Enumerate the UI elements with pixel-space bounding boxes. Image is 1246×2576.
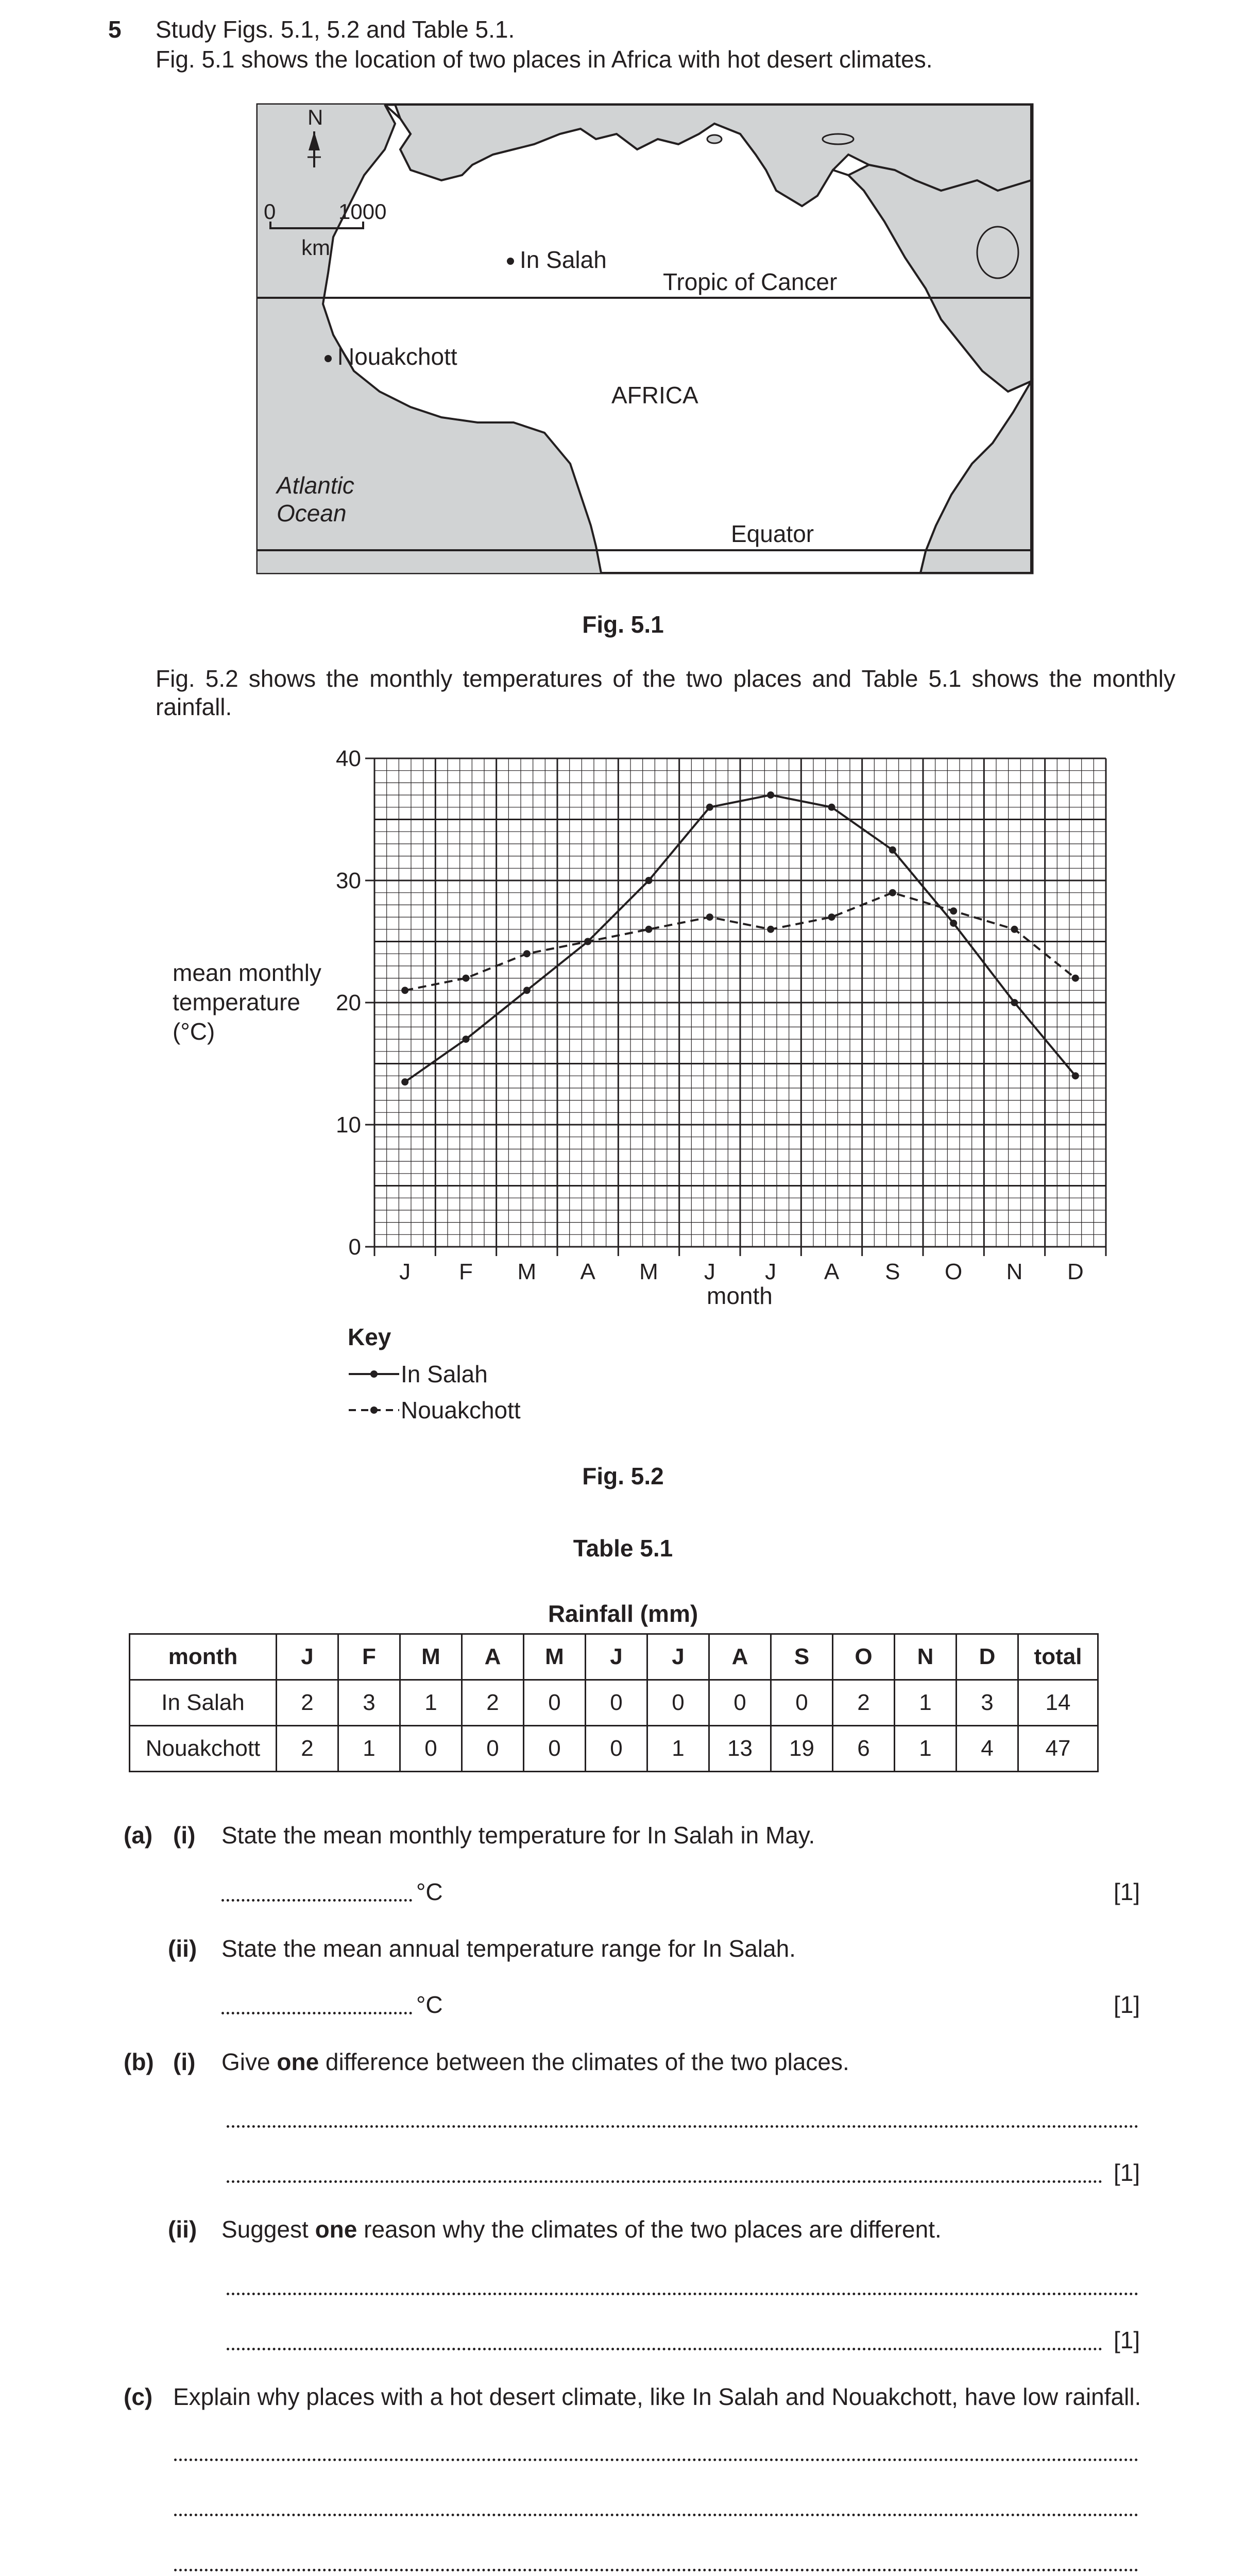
- answer-b-i-line-2[interactable]: [227, 2180, 1102, 2183]
- x-tick-label: A: [824, 1259, 840, 1284]
- part-b-i-label: (i): [173, 2048, 196, 2075]
- x-axis-label: month: [707, 1282, 773, 1309]
- y-axis-label-line-2: temperature: [173, 989, 301, 1015]
- mark-b-ii: [1]: [1114, 2327, 1140, 2353]
- key-symbols: [348, 1363, 404, 1425]
- y-axis-label-line-1: mean monthly: [173, 959, 321, 986]
- part-b-i-text: [221, 2048, 849, 2076]
- data-point-in-salah: [463, 1036, 470, 1043]
- b-i-bold: one: [277, 2048, 319, 2075]
- table-cell: 1: [895, 1726, 957, 1772]
- data-point-nouakchott: [767, 926, 774, 933]
- rainfall-table: [129, 1633, 1099, 1772]
- key-in-salah: In Salah: [401, 1361, 488, 1387]
- table-cell: 0: [709, 1680, 771, 1726]
- y-tick-label: 40: [336, 746, 361, 771]
- answer-b-ii-line-1[interactable]: [227, 2293, 1138, 2295]
- table-cell: In Salah: [130, 1680, 277, 1726]
- table-header-cell: J: [647, 1634, 709, 1680]
- table-cell: 1: [400, 1680, 462, 1726]
- fig1-caption: Fig. 5.1: [582, 611, 664, 638]
- data-point-in-salah: [828, 804, 835, 811]
- nouakchott-dot: [325, 355, 332, 362]
- table-cell: 14: [1018, 1680, 1098, 1726]
- table-cell: 3: [957, 1680, 1018, 1726]
- data-point-in-salah: [1011, 999, 1018, 1006]
- table-header-cell: J: [586, 1634, 647, 1680]
- table-row: [130, 1680, 1098, 1726]
- table-cell: 1: [647, 1726, 709, 1772]
- table-cell: 6: [833, 1726, 895, 1772]
- answer-c-line-3[interactable]: [174, 2569, 1138, 2571]
- answer-b-ii-line-2[interactable]: [227, 2348, 1102, 2350]
- data-point-nouakchott: [889, 889, 896, 896]
- table-cell: 0: [524, 1680, 586, 1726]
- key-nouakchott: Nouakchott: [401, 1397, 521, 1423]
- scale-zero: 0: [264, 199, 276, 224]
- x-tick-label: D: [1067, 1259, 1084, 1284]
- x-tick-label: M: [517, 1259, 537, 1284]
- fig2-description: Fig. 5.2 shows the monthly temperatures of the two places and Table 5.1 shows the monthly rainfall.: [156, 665, 1175, 721]
- data-point-nouakchott: [401, 987, 408, 994]
- chart-ticks: [336, 746, 1106, 1284]
- x-tick-label: J: [704, 1259, 715, 1284]
- data-point-in-salah: [523, 987, 531, 994]
- y-tick-label: 0: [348, 1234, 361, 1260]
- table-cell: 2: [277, 1726, 338, 1772]
- b-ii-post: reason why the climates of the two places are different.: [357, 2216, 942, 2243]
- table-header-cell: S: [771, 1634, 833, 1680]
- mark-b-i: [1]: [1114, 2159, 1140, 2186]
- north-label: N: [308, 105, 323, 129]
- x-tick-label: O: [945, 1259, 963, 1284]
- answer-b-i-line-1[interactable]: [227, 2125, 1138, 2128]
- mark-a-ii: [1]: [1114, 1991, 1140, 2018]
- table-cell: 1: [338, 1726, 400, 1772]
- part-a-i-text: State the mean monthly temperature for In Salah in May.: [221, 1822, 815, 1849]
- x-tick-label: N: [1006, 1259, 1023, 1284]
- x-tick-label: J: [765, 1259, 777, 1284]
- in-salah-label: In Salah: [520, 246, 607, 273]
- table-cell: 4: [957, 1726, 1018, 1772]
- part-b-ii-label: (ii): [168, 2216, 197, 2243]
- part-a-label: (a): [124, 1822, 153, 1849]
- table-row: [130, 1726, 1098, 1772]
- table-cell: 0: [400, 1726, 462, 1772]
- y-tick-label: 30: [336, 868, 361, 893]
- data-point-nouakchott: [706, 913, 713, 921]
- part-a-ii-label: (ii): [168, 1935, 197, 1962]
- data-point-in-salah: [401, 1078, 408, 1086]
- africa-map: [256, 103, 1034, 574]
- mark-a-i: [1]: [1114, 1878, 1140, 1905]
- table-header-cell: N: [895, 1634, 957, 1680]
- table-cell: 2: [277, 1680, 338, 1726]
- table-cell: 2: [833, 1680, 895, 1726]
- data-point-nouakchott: [828, 913, 835, 921]
- data-point-in-salah: [1072, 1072, 1079, 1079]
- data-point-nouakchott: [1072, 975, 1079, 982]
- table-header-cell: A: [709, 1634, 771, 1680]
- data-point-in-salah: [645, 877, 653, 884]
- data-point-nouakchott: [1011, 926, 1018, 933]
- part-a-ii-text: State the mean annual temperature range for In Salah.: [221, 1935, 796, 1962]
- ocean-label-1: Atlantic: [277, 472, 354, 499]
- table-cell: 47: [1018, 1726, 1098, 1772]
- x-tick-label: S: [885, 1259, 900, 1284]
- question-number: 5: [108, 16, 122, 43]
- table-cell: 19: [771, 1726, 833, 1772]
- b-ii-pre: Suggest: [221, 2216, 315, 2243]
- data-point-nouakchott: [950, 907, 957, 914]
- tropic-label: Tropic of Cancer: [663, 268, 838, 295]
- answer-c-line-2[interactable]: [174, 2514, 1138, 2516]
- b-ii-bold: one: [315, 2216, 357, 2243]
- part-c-label: (c): [124, 2383, 153, 2410]
- data-point-in-salah: [950, 920, 957, 927]
- table-subtitle: Rainfall (mm): [548, 1600, 698, 1627]
- temperature-chart: [0, 721, 1246, 1515]
- part-b-label: (b): [124, 2048, 154, 2075]
- table-cell: 3: [338, 1680, 400, 1726]
- part-a-i-label: (i): [173, 1822, 196, 1849]
- table-header-cell: O: [833, 1634, 895, 1680]
- table-cell: 0: [586, 1726, 647, 1772]
- y-axis-label: [173, 958, 321, 1046]
- table-header-cell: A: [462, 1634, 524, 1680]
- answer-a-i-field[interactable]: [221, 1899, 412, 1902]
- table-cell: 1: [895, 1680, 957, 1726]
- x-tick-label: F: [459, 1259, 473, 1284]
- part-b-ii-text: [221, 2215, 942, 2244]
- unit-a-ii: °C: [416, 1991, 443, 2018]
- key-title: Key: [348, 1324, 391, 1350]
- table-header-cell: J: [277, 1634, 338, 1680]
- scale-unit: km: [301, 235, 330, 260]
- x-tick-label: A: [580, 1259, 595, 1284]
- table-header-cell: D: [957, 1634, 1018, 1680]
- ocean-label-2: Ocean: [277, 500, 347, 527]
- in-salah-dot: [507, 258, 514, 265]
- table-header-cell: total: [1018, 1634, 1098, 1680]
- table-header-row: [130, 1634, 1098, 1680]
- table-cell: Nouakchott: [130, 1726, 277, 1772]
- data-point-nouakchott: [584, 938, 591, 945]
- africa-label: AFRICA: [611, 382, 698, 409]
- nouakchott-label: Nouakchott: [337, 343, 457, 370]
- data-point-in-salah: [889, 846, 896, 854]
- y-tick-label: 10: [336, 1112, 361, 1138]
- table-header-cell: M: [400, 1634, 462, 1680]
- equator-label: Equator: [731, 520, 814, 547]
- data-point-in-salah: [706, 804, 713, 811]
- table-cell: 0: [524, 1726, 586, 1772]
- scale-max: 1000: [338, 199, 387, 224]
- data-point-in-salah: [767, 791, 774, 799]
- table-cell: 0: [586, 1680, 647, 1726]
- x-tick-label: M: [639, 1259, 658, 1284]
- b-i-pre: Give: [221, 2048, 277, 2075]
- answer-a-ii-field[interactable]: [221, 2012, 412, 2014]
- fig2-caption: Fig. 5.2: [582, 1463, 664, 1489]
- y-tick-label: 20: [336, 990, 361, 1015]
- table-cell: 0: [462, 1726, 524, 1772]
- answer-c-line-1[interactable]: [174, 2459, 1138, 2461]
- y-axis-label-line-3: (°C): [173, 1018, 215, 1045]
- fig1-description: Fig. 5.1 shows the location of two places in Africa with hot desert climates.: [156, 46, 933, 73]
- table-header-cell: M: [524, 1634, 586, 1680]
- unit-a-i: °C: [416, 1878, 443, 1905]
- table-title: Table 5.1: [573, 1535, 673, 1562]
- b-i-post: difference between the climates of the two places.: [319, 2048, 849, 2075]
- question-intro: Study Figs. 5.1, 5.2 and Table 5.1.: [156, 16, 515, 43]
- chart-grid: [374, 758, 1106, 1247]
- data-point-nouakchott: [463, 975, 470, 982]
- table-cell: 2: [462, 1680, 524, 1726]
- data-point-nouakchott: [523, 950, 531, 957]
- data-point-nouakchott: [645, 926, 653, 933]
- table-header-cell: month: [130, 1634, 277, 1680]
- table-cell: 0: [771, 1680, 833, 1726]
- part-c-text: Explain why places with a hot desert climate, like In Salah and Nouakchott, have low rainfall.: [173, 2383, 1141, 2410]
- table-cell: 13: [709, 1726, 771, 1772]
- x-tick-label: J: [399, 1259, 411, 1284]
- table-cell: 0: [647, 1680, 709, 1726]
- table-header-cell: F: [338, 1634, 400, 1680]
